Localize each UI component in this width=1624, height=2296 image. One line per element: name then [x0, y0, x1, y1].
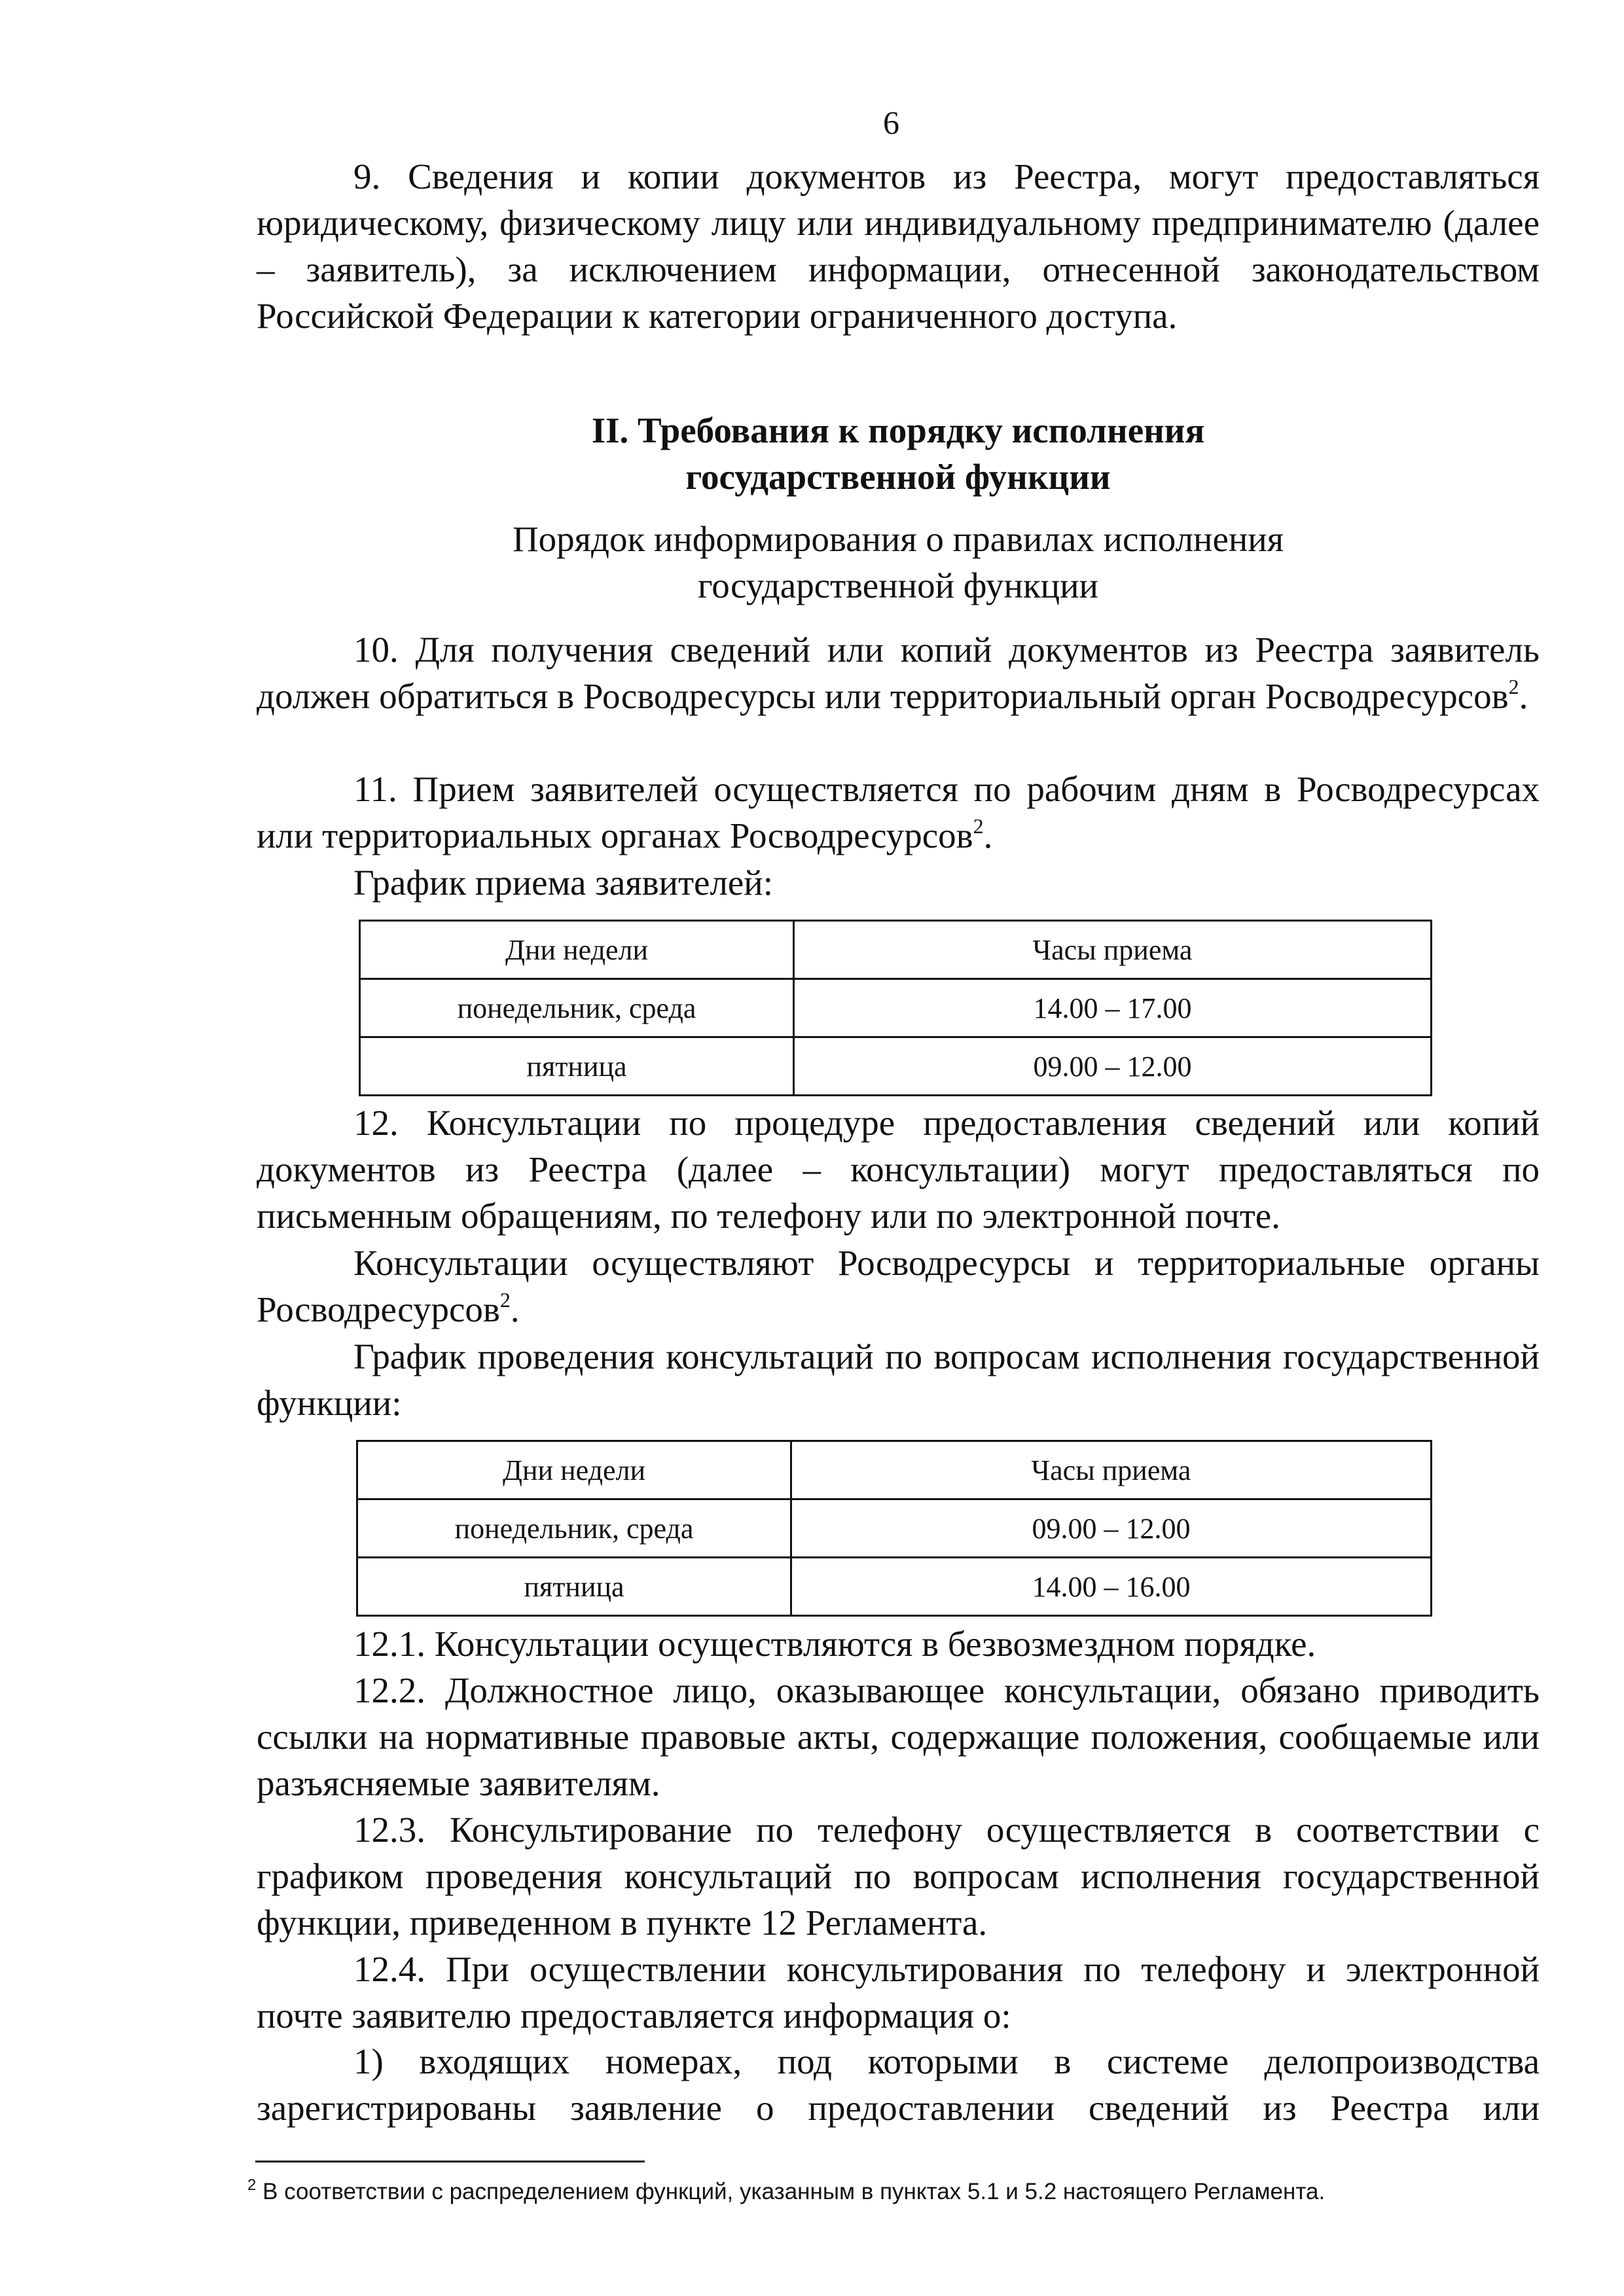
section-title-line2: государственной функции: [685, 457, 1111, 497]
reception-schedule-table: [359, 920, 1432, 1096]
table-cell-hours: 14.00 – 17.00: [794, 979, 1432, 1037]
footnote-mark: 2: [247, 2176, 257, 2194]
table-header-cell: Часы приема: [794, 921, 1432, 979]
page-number: 6: [883, 104, 899, 141]
footnote-ref: 2: [499, 1288, 511, 1312]
table-cell-day: понедельник, среда: [360, 979, 794, 1037]
table-header-cell: Часы приема: [791, 1441, 1432, 1499]
paragraph-12: 12. Консультации по процедуре предоставления сведений или копий документов из Реестра (далее – консультации) могут предоставляться по письменным обращениям, по телефону или по электронной почте.: [257, 1103, 1540, 1236]
paragraph-10: 10. Для получения сведений или копий документов из Реестра заявитель должен обратиться в Росводресурсы или территориальный орган Росводресурсов$^2$.: [257, 630, 1540, 716]
paragraph-10-text: 10. Для получения сведений или копий документов из Реестра заявитель должен обратиться в Росводресурсы или территориальный орган Росводресурсов: [257, 630, 1540, 716]
table-header-cell: Дни недели: [360, 921, 794, 979]
paragraph-12-consultants: Консультации осуществляют Росводресурсы и территориальные органы Росводресурсов$^2$.: [257, 1243, 1540, 1329]
section-title-line1: II. Требования к порядку исполнения: [591, 410, 1205, 450]
subsection-title-line2: государственной функции: [698, 565, 1098, 605]
table-header-cell: Дни недели: [357, 1441, 791, 1499]
table-cell-day: пятница: [360, 1037, 794, 1096]
paragraph-12-2: 12.2. Должностное лицо, оказывающее консультации, обязано приводить ссылки на нормативные правовые акты, содержащие положения, сообщаемые или разъясняемые заявителям.: [257, 1670, 1540, 1803]
table-cell-day: понедельник, среда: [357, 1499, 791, 1558]
paragraph-12-4: 12.4. При осуществлении консультирования по телефону и электронной почте заявителю предоставляется информация о:: [257, 1949, 1540, 2036]
subsection-title-line1: Порядок информирования о правилах исполнения: [512, 519, 1284, 559]
table-row: [360, 1037, 1432, 1096]
footnote-ref: 2: [1508, 675, 1519, 698]
table-row: [357, 1558, 1432, 1616]
table-row: [360, 979, 1432, 1037]
table-cell-hours: 09.00 – 12.00: [791, 1499, 1432, 1558]
table-header-row: [357, 1441, 1432, 1499]
footnote-text: В соответствии с распределением функций, указанным в пунктах 5.1 и 5.2 настоящего Регламента.: [262, 2179, 1326, 2204]
table-cell-hours: 14.00 – 16.00: [791, 1558, 1432, 1616]
consultation-schedule-table: [356, 1440, 1432, 1617]
paragraph-11-text: 11. Прием заявителей осуществляется по рабочим дням в Росводресурсах или территориальных органах Росводресурсов: [257, 769, 1540, 855]
table-row: [357, 1499, 1432, 1558]
table-header-row: [360, 921, 1432, 979]
schedule1-caption: График приема заявителей:: [353, 863, 774, 903]
footnote-divider: [255, 2161, 645, 2162]
schedule2-caption: График проведения консультаций по вопросам исполнения государственной функции:: [257, 1336, 1540, 1423]
paragraph-12-4-item-1: 1) входящих номерах, под которыми в системе делопроизводства зарегистрированы заявление о предоставлении сведений из Реестра или: [257, 2041, 1540, 2128]
footnote-ref: 2: [973, 814, 984, 838]
footnote: [247, 2176, 1543, 2208]
table-cell-day: пятница: [357, 1558, 791, 1616]
paragraph-11: 11. Прием заявителей осуществляется по рабочим дням в Росводресурсах или территориальных органах Росводресурсов$^2$.: [257, 769, 1540, 855]
paragraph-9: 9. Сведения и копии документов из Реестра, могут предоставляться юридическому, физическому лицу или индивидуальному предпринимателю (далее – заявитель), за исключением информации, отнесенной законодательством Российской Федерации к категории ограниченного доступа.: [257, 156, 1540, 336]
paragraph-12-1: 12.1. Консультации осуществляются в безвозмездном порядке.: [353, 1624, 1316, 1664]
paragraph-12-3: 12.3. Консультирование по телефону осуществляется в соответствии с графиком проведения консультаций по вопросам исполнения государственной функции, приведенном в пункте 12 Регламента.: [257, 1810, 1540, 1943]
paragraph-12-consultants-text: Консультации осуществляют Росводресурсы и территориальные органы Росводресурсов: [257, 1243, 1540, 1329]
table-cell-hours: 09.00 – 12.00: [794, 1037, 1432, 1096]
